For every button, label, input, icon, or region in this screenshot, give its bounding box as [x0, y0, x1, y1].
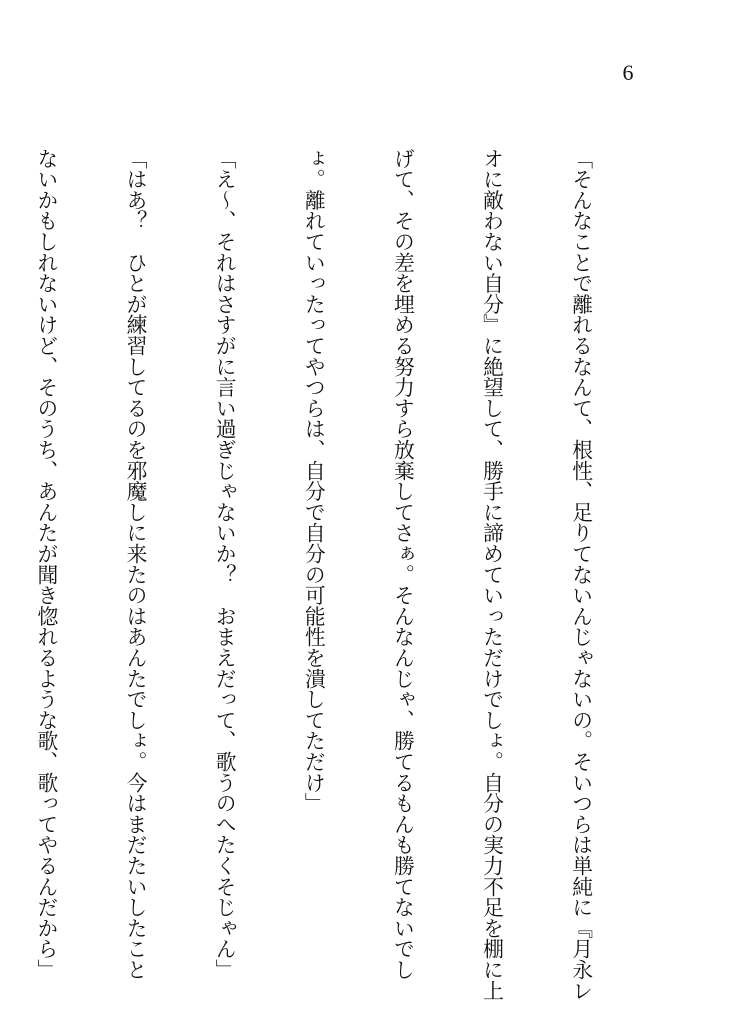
text-line: 「はあ？ ひとが練習してるのを邪魔しに来たのはあんたでしょ。今はまだたいしたこと: [123, 148, 148, 980]
page-number: 6: [622, 60, 634, 85]
text-line: オに敵わない自分』に絶望して、勝手に諦めていっただけでしょ。自分の実力不足を棚に上: [479, 148, 504, 1001]
text-line: 「え〜、それはさすがに言い過ぎじゃないか？ おまえだって、歌うのへたくそじゃん」: [212, 148, 237, 980]
text-line: ないかもしれないけど、そのうち、あんたが聞き惚れるような歌、歌ってやるんだから」: [33, 148, 58, 980]
text-line: 「そんなことで離れるなんて、根性、足りてないんじゃないの。そいつらは単純に『月永レ: [568, 148, 593, 1001]
text-line: げて、その差を埋める努力すら放棄してさぁ。そんなんじゃ、勝てるもんも勝てないでし: [390, 148, 415, 980]
novel-text-body: [33, 148, 654, 1001]
text-line: ょ。離れていったってやつらは、自分で自分の可能性を潰してただけ」: [301, 148, 326, 814]
